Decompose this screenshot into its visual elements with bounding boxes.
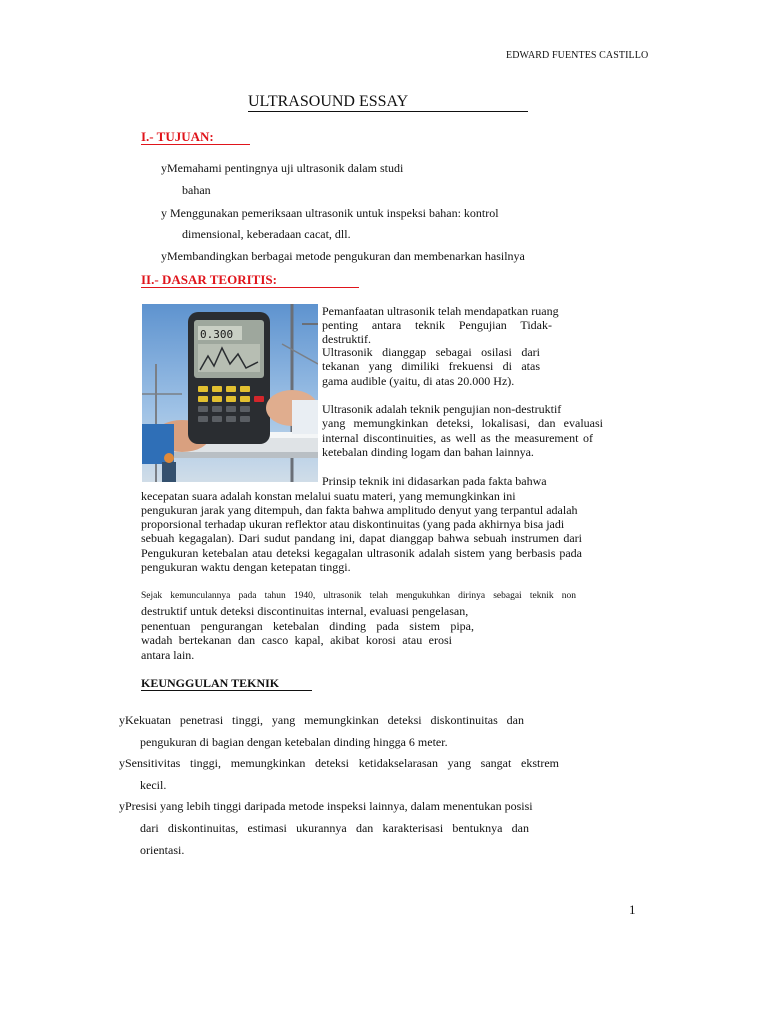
paragraph-line: Prinsip teknik ini didasarkan pada fakta bahwa bbox=[322, 474, 547, 488]
objective-line: y Menggunakan pemeriksaan ultrasonik untuk inspeksi bahan: kontrol bbox=[161, 206, 499, 220]
objective-line: yMembandingkan berbagai metode pengukuran dan membenarkan hasilnya bbox=[161, 249, 525, 263]
paragraph-line: tekanan yang dimiliki frekuensi di atas bbox=[322, 359, 540, 373]
paragraph-line: pengukuran jarak yang ditempuh, dan fakta bahwa amplitudo denyut yang terpantul adalah bbox=[141, 503, 578, 517]
paragraph-line: Ultrasonik dianggap sebagai osilasi dari bbox=[322, 345, 540, 359]
paragraph-line: proporsional terhadap ukuran reflektor atau diskontinuitas (yang pada akhirnya bisa jadi bbox=[141, 517, 565, 531]
objective-line: yMemahami pentingnya uji ultrasonik dalam studi bbox=[161, 161, 404, 175]
paragraph-line: yang memungkinkan deteksi, lokalisasi, dan evaluasi bbox=[322, 416, 603, 430]
paragraph-line: destruktif untuk deteksi discontinuitas internal, evaluasi pengelasan, bbox=[141, 604, 469, 618]
paragraph-line: wadah bertekanan dan casco kapal, akibat korosi atau erosi bbox=[141, 633, 452, 647]
advantage-line: ySensitivitas tinggi, memungkinkan deteksi ketidakselarasan yang sangat ekstrem bbox=[119, 756, 559, 770]
paragraph-line: sebuah kegagalan). Dari sudut pandang ini, dapat dianggap bahwa sebuah instrumen dari bbox=[141, 531, 582, 545]
paragraph-line: Sejak kemunculannya pada tahun 1940, ultrasonik telah mengukuhkan dirinya sebagai teknik non bbox=[141, 591, 576, 601]
page-title: ULTRASOUND ESSAY bbox=[248, 93, 528, 112]
device-readout: 0.300 bbox=[200, 328, 234, 341]
paragraph-line: gama audible (yaitu, di atas 20.000 Hz). bbox=[322, 374, 515, 388]
advantage-line: yPresisi yang lebih tinggi daripada metode inspeksi lainnya, dalam menentukan posisi bbox=[119, 799, 533, 813]
author-name: EDWARD FUENTES CASTILLO bbox=[506, 50, 649, 61]
advantage-line: pengukuran di bagian dengan ketebalan dinding hingga 6 meter. bbox=[140, 735, 448, 749]
paragraph-line: penting antara teknik Pengujian Tidak- bbox=[322, 318, 552, 332]
advantage-line: yKekuatan penetrasi tinggi, yang memungkinkan deteksi diskontinuitas dan bbox=[119, 713, 524, 727]
advantage-line: orientasi. bbox=[140, 843, 185, 857]
paragraph-line: destruktif. bbox=[322, 332, 371, 346]
objective-line: dimensional, keberadaan cacat, dll. bbox=[182, 227, 351, 241]
paragraph-line: pengukuran waktu dengan ketepatan tinggi. bbox=[141, 560, 351, 574]
paragraph-line: internal discontinuities, as well as the measurement of bbox=[322, 431, 593, 445]
ultrasonic-device-photo bbox=[142, 304, 318, 482]
paragraph-line: kecepatan suara adalah konstan melalui suatu materi, yang memungkinkan ini bbox=[141, 489, 516, 503]
advantage-line: kecil. bbox=[140, 778, 167, 792]
section-heading-dasar-teoritis: II.- DASAR TEORITIS: bbox=[141, 272, 359, 288]
section-heading-keunggulan: KEUNGGULAN TEKNIK bbox=[141, 676, 312, 691]
section-heading-tujuan: I.- TUJUAN: bbox=[141, 129, 250, 145]
advantage-line: dari diskontinuitas, estimasi ukurannya dan karakterisasi bentuknya dan bbox=[140, 821, 529, 835]
objective-line: bahan bbox=[182, 183, 211, 197]
paragraph-line: Pengukuran ketebalan atau deteksi kegagalan ultrasonik adalah sistem yang berbasis pada bbox=[141, 546, 582, 560]
page-number: 1 bbox=[629, 902, 636, 917]
device-illustration bbox=[142, 304, 318, 482]
paragraph-line: antara lain. bbox=[141, 648, 195, 662]
paragraph-line: Ultrasonik adalah teknik pengujian non-destruktif bbox=[322, 402, 562, 416]
paragraph-line: Pemanfaatan ultrasonik telah mendapatkan ruang bbox=[322, 304, 559, 318]
paragraph-line: ketebalan dinding logam dan bahan lainnya. bbox=[322, 445, 534, 459]
paragraph-line: penentuan pengurangan ketebalan dinding pada sistem pipa, bbox=[141, 619, 474, 633]
